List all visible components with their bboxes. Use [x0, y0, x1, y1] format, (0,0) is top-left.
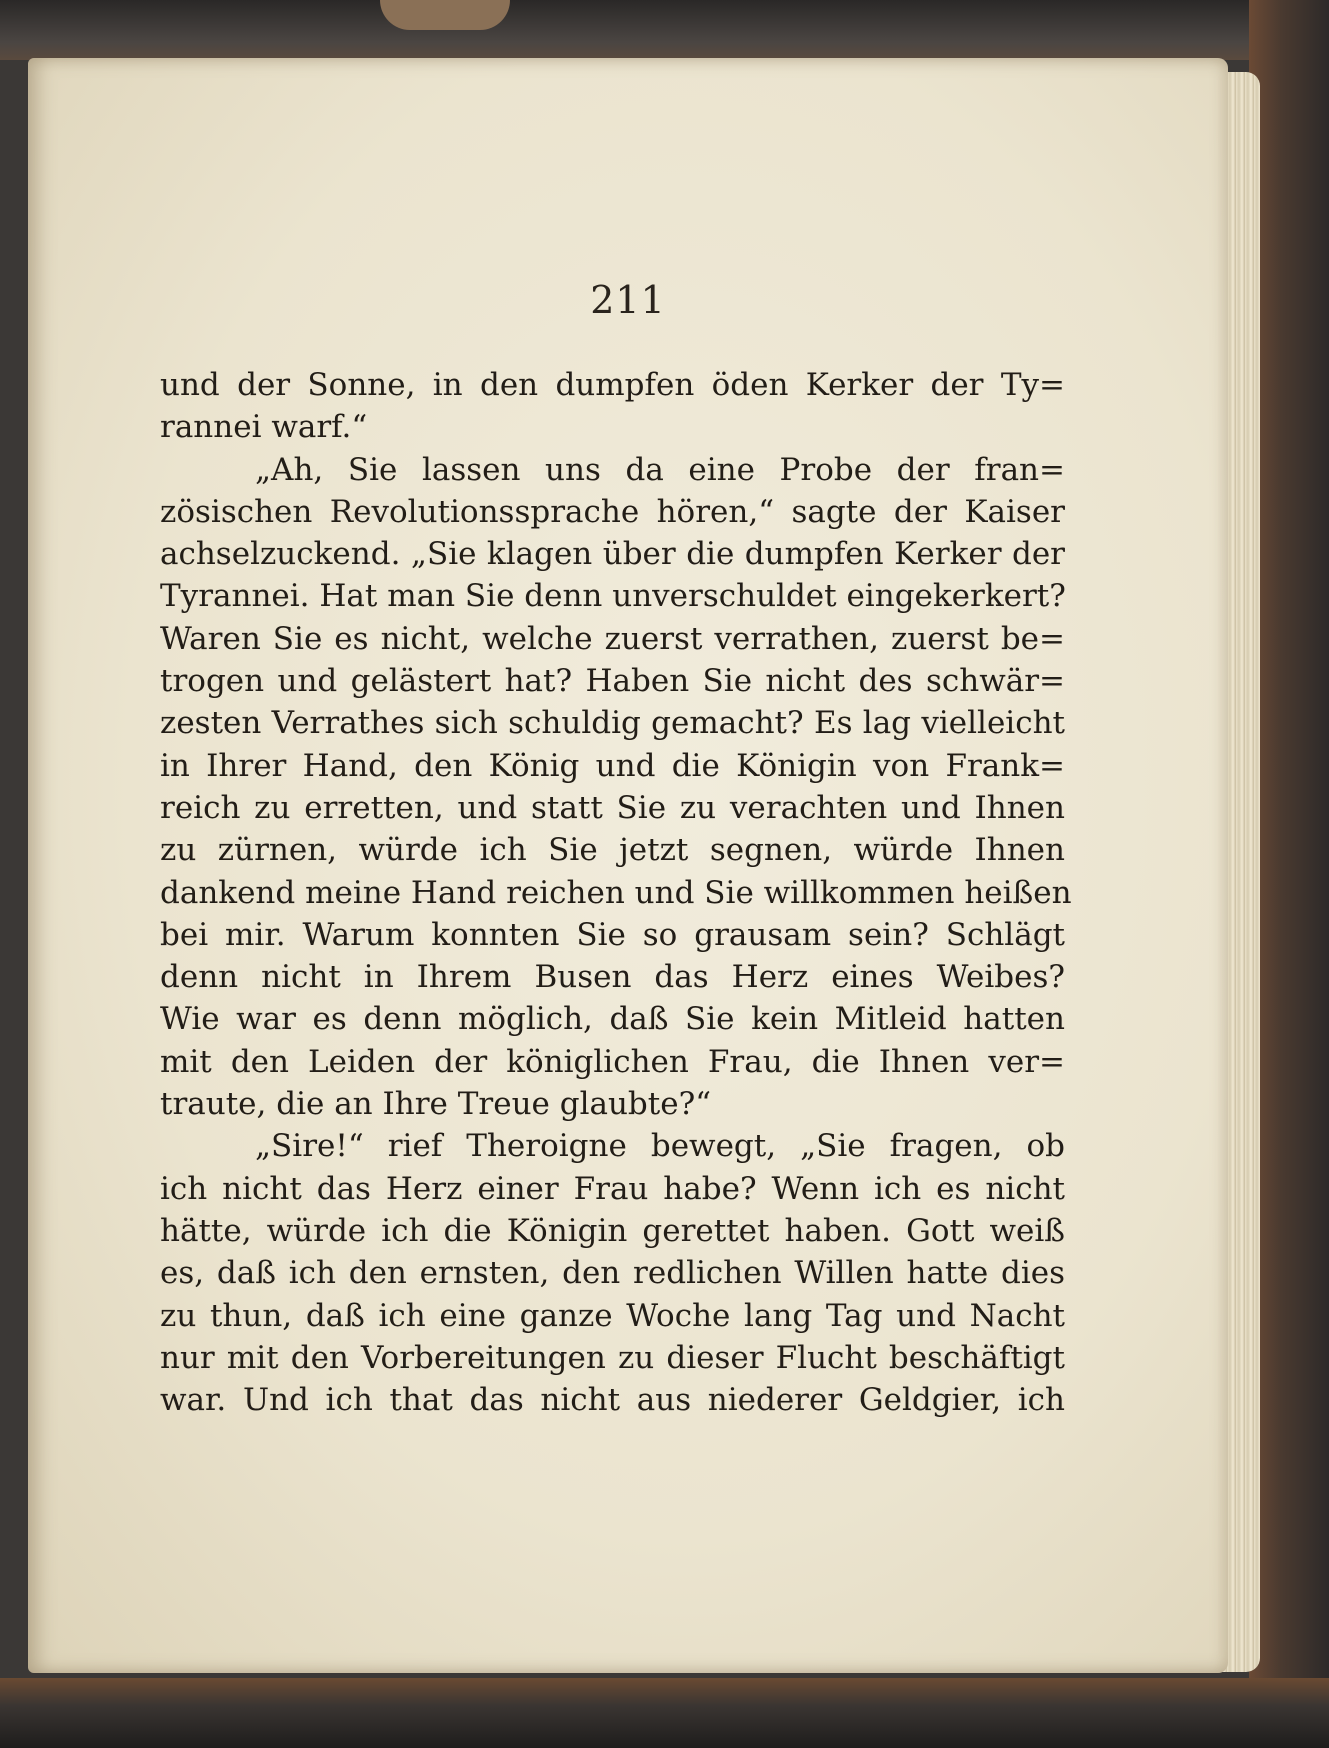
book-cover-right: [1249, 0, 1329, 1748]
text-line: Tyrannei. Hat man Sie denn unverschuldet eingekerkert?: [160, 578, 1066, 615]
page-number: 211: [590, 278, 666, 322]
text-line: rannei warf.“: [160, 409, 368, 446]
text-line: hätte, würde ich die Königin gerettet haben. Gott weiß: [160, 1212, 1065, 1249]
text-line: Waren Sie es nicht, welche zuerst verrathen, zuerst be=: [160, 620, 1065, 657]
book-page: [28, 58, 1228, 1673]
text-line: zesten Verrathes sich schuldig gemacht? Es lag vielleicht: [160, 705, 1065, 742]
text-line: achselzuckend. „Sie klagen über die dumpfen Kerker der: [160, 536, 1065, 573]
text-line: war. Und ich that das nicht aus niederer Geldgier, ich: [160, 1382, 1065, 1419]
text-line: reich zu erretten, und statt Sie zu verachten und Ihnen: [160, 789, 1065, 826]
text-line: „Ah, Sie lassen uns da eine Probe der fran=: [255, 451, 1065, 488]
book-cover-top: [0, 0, 1329, 60]
text-line: es, daß ich den ernsten, den redlichen Willen hatte dies: [160, 1255, 1065, 1292]
text-line: in Ihrer Hand, den König und die Königin von Frank=: [160, 747, 1065, 784]
text-line: „Sire!“ rief Theroigne bewegt, „Sie fragen, ob: [255, 1128, 1065, 1165]
text-line: Wie war es denn möglich, daß Sie kein Mitleid hatten: [160, 1001, 1065, 1038]
body-text: [160, 364, 1072, 1421]
text-line: bei mir. Warum konnten Sie so grausam sein? Schlägt: [160, 916, 1065, 953]
book-cover-bottom: [0, 1678, 1329, 1748]
text-line: trogen und gelästert hat? Haben Sie nicht des schwär=: [160, 663, 1065, 700]
bookmark-tab: [380, 0, 510, 30]
text-line: zösischen Revolutionssprache hören,“ sagte der Kaiser: [160, 493, 1065, 530]
text-line: und der Sonne, in den dumpfen öden Kerker der Ty=: [160, 367, 1065, 403]
text-line: nur mit den Vorbereitungen zu dieser Flucht beschäftigt: [160, 1339, 1065, 1376]
text-line: denn nicht in Ihrem Busen das Herz eines Weibes?: [160, 959, 1065, 996]
text-line: ich nicht das Herz einer Frau habe? Wenn ich es nicht: [160, 1170, 1065, 1207]
text-line: mit den Leiden der königlichen Frau, die Ihnen ver=: [160, 1043, 1065, 1080]
text-line: dankend meine Hand reichen und Sie willkommen heißen: [160, 874, 1072, 911]
text-line: zu zürnen, würde ich Sie jetzt segnen, würde Ihnen: [160, 832, 1065, 869]
text-line: zu thun, daß ich eine ganze Woche lang Tag und Nacht: [160, 1297, 1065, 1334]
text-line: traute, die an Ihre Treue glaubte?“: [160, 1086, 712, 1123]
